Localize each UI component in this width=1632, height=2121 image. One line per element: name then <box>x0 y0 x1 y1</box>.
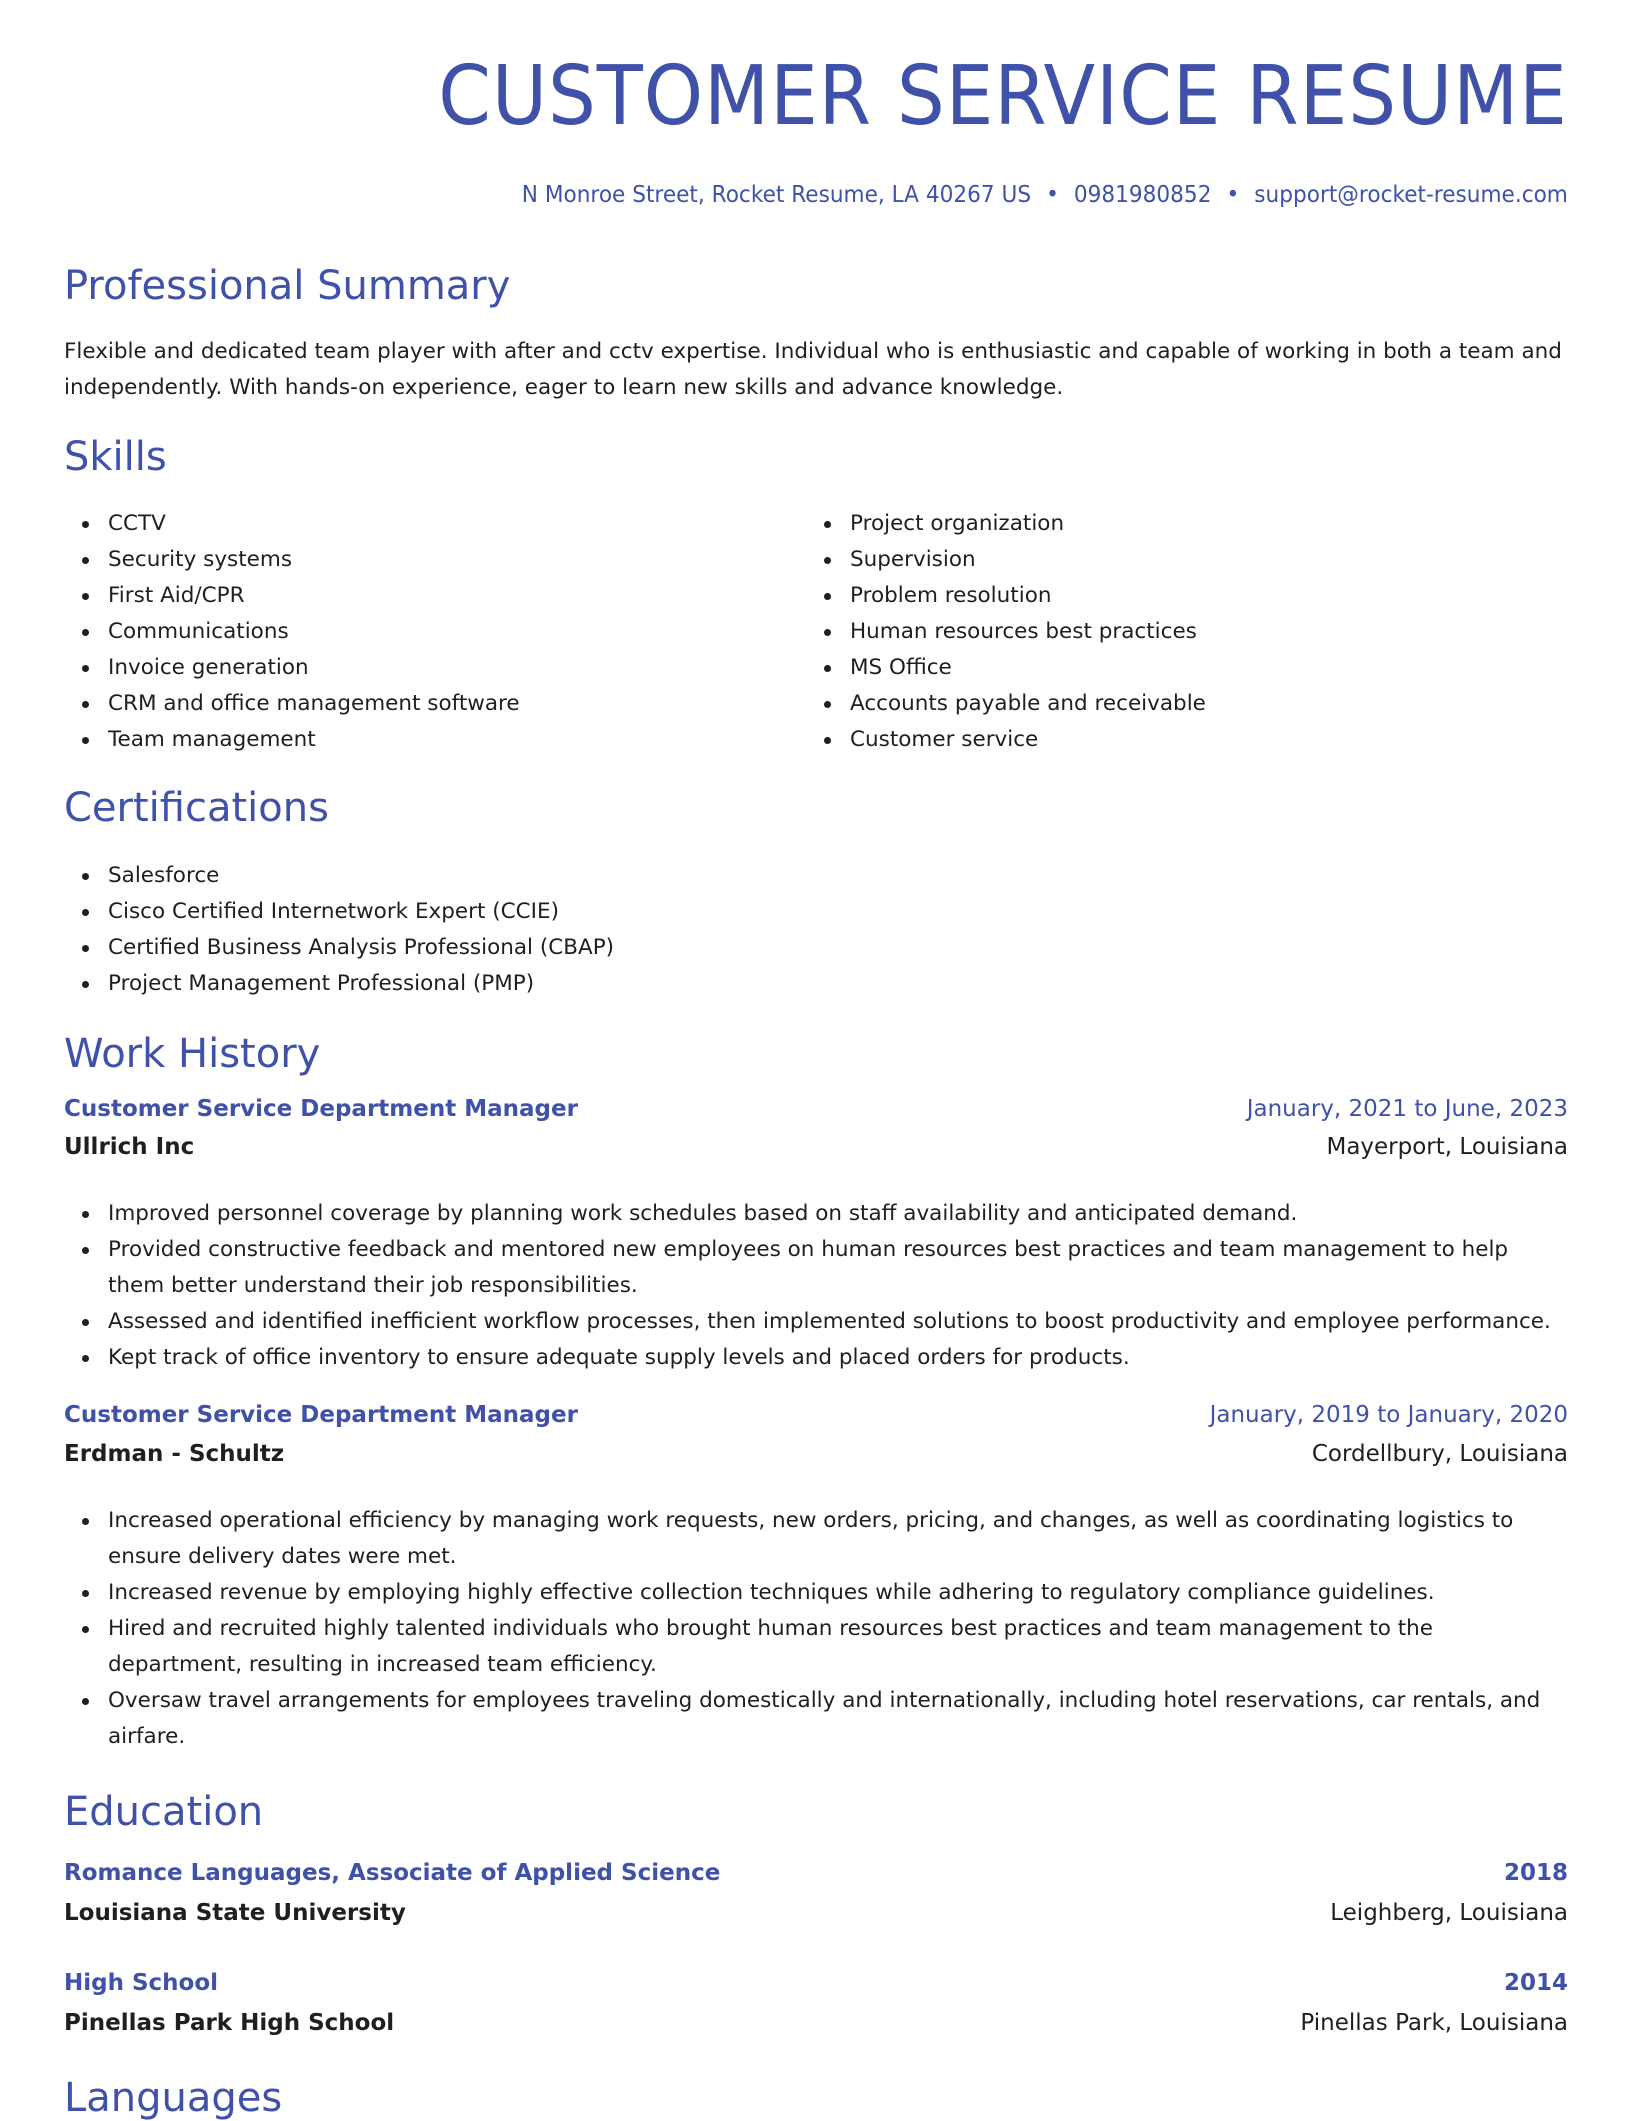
contact-line <box>522 182 1568 208</box>
skill-item: CCTV <box>108 506 808 542</box>
skills-heading: Skills <box>64 434 167 480</box>
job-company: Ullrich Inc <box>64 1134 195 1160</box>
education-school-row <box>64 2010 1568 2036</box>
school-name: Pinellas Park High School <box>64 2010 395 2036</box>
certifications-list <box>64 858 1568 1002</box>
skill-item: Invoice generation <box>108 650 808 686</box>
job-header <box>64 1096 1568 1122</box>
job-dates: January, 2021 to June, 2023 <box>1246 1096 1568 1122</box>
skills-list-left <box>64 506 808 758</box>
skill-item: Supervision <box>850 542 1550 578</box>
certification-item: Project Management Professional (PMP) <box>108 966 1568 1002</box>
skill-item: Team management <box>108 722 808 758</box>
job-bullet: Oversaw travel arrangements for employees traveling domestically and internationally, including hotel reservations, car rentals, and airfare. <box>108 1683 1568 1755</box>
summary-heading: Professional Summary <box>64 263 511 309</box>
separator-dot: • <box>1226 182 1240 208</box>
skills-list-right <box>806 506 1550 758</box>
job-company: Erdman - Schultz <box>64 1441 285 1467</box>
skill-item: Problem resolution <box>850 578 1550 614</box>
skill-item: First Aid/CPR <box>108 578 808 614</box>
email: support@rocket-resume.com <box>1254 182 1568 208</box>
skill-item: Project organization <box>850 506 1550 542</box>
skill-item: Communications <box>108 614 808 650</box>
phone: 0981980852 <box>1074 182 1212 208</box>
degree: High School <box>64 1970 219 1996</box>
job-location: Mayerport, Louisiana <box>1326 1134 1568 1160</box>
work-history-heading: Work History <box>64 1031 321 1077</box>
job-company-row <box>64 1134 1568 1160</box>
resume-title: CUSTOMER SERVICE RESUME <box>438 49 1568 144</box>
graduation-year: 2014 <box>1503 1970 1568 1996</box>
school-location: Pinellas Park, Louisiana <box>1300 2010 1568 2036</box>
job-title: Customer Service Department Manager <box>64 1402 578 1428</box>
skill-item: MS Office <box>850 650 1550 686</box>
languages-heading: Languages <box>64 2075 283 2121</box>
certification-item: Certified Business Analysis Professional (CBAP) <box>108 930 1568 966</box>
skill-item: CRM and office management software <box>108 686 808 722</box>
certifications-heading: Certifications <box>64 785 329 831</box>
job-bullet: Hired and recruited highly talented individuals who brought human resources best practices and team management to the department, resulting in increased team efficiency. <box>108 1611 1568 1683</box>
education-heading: Education <box>64 1789 264 1835</box>
job-title: Customer Service Department Manager <box>64 1096 578 1122</box>
skill-item: Human resources best practices <box>850 614 1550 650</box>
school-location: Leighberg, Louisiana <box>1330 1900 1568 1926</box>
job-location: Cordellbury, Louisiana <box>1311 1441 1568 1467</box>
job-bullets <box>64 1503 1568 1755</box>
summary-text: Flexible and dedicated team player with after and cctv expertise. Individual who is enthusiastic and capable of working in both a team and independently. With hands-on experience, eager to learn new skills and advance knowledge. <box>64 339 1562 400</box>
job-dates: January, 2019 to January, 2020 <box>1209 1402 1568 1428</box>
job-bullet: Increased revenue by employing highly effective collection techniques while adhering to regulatory compliance guidelines. <box>108 1575 1568 1611</box>
job-bullet: Kept track of office inventory to ensure adequate supply levels and placed orders for products. <box>108 1340 1568 1376</box>
education-header <box>64 1970 1568 1996</box>
education-school-row <box>64 1900 1568 1926</box>
certification-item: Cisco Certified Internetwork Expert (CCIE) <box>108 894 1568 930</box>
job-bullet: Increased operational efficiency by managing work requests, new orders, pricing, and changes, as well as coordinating logistics to ensure delivery dates were met. <box>108 1503 1568 1575</box>
address: N Monroe Street, Rocket Resume, LA 40267 US <box>521 182 1032 208</box>
job-company-row <box>64 1441 1568 1467</box>
degree: Romance Languages, Associate of Applied Science <box>64 1860 721 1886</box>
job-header <box>64 1402 1568 1428</box>
certification-item: Salesforce <box>108 858 1568 894</box>
skill-item: Customer service <box>850 722 1550 758</box>
skill-item: Security systems <box>108 542 808 578</box>
job-bullet: Assessed and identified inefficient workflow processes, then implemented solutions to boost productivity and employee performance. <box>108 1304 1568 1340</box>
education-header <box>64 1860 1568 1886</box>
job-bullet: Provided constructive feedback and mentored new employees on human resources best practices and team management to help them better understand their job responsibilities. <box>108 1232 1568 1304</box>
separator-dot: • <box>1046 182 1059 208</box>
graduation-year: 2018 <box>1503 1860 1568 1886</box>
school-name: Louisiana State University <box>64 1900 406 1926</box>
job-bullets <box>64 1196 1568 1376</box>
skill-item: Accounts payable and receivable <box>850 686 1550 722</box>
job-bullet: Improved personnel coverage by planning work schedules based on staff availability and anticipated demand. <box>108 1196 1568 1232</box>
